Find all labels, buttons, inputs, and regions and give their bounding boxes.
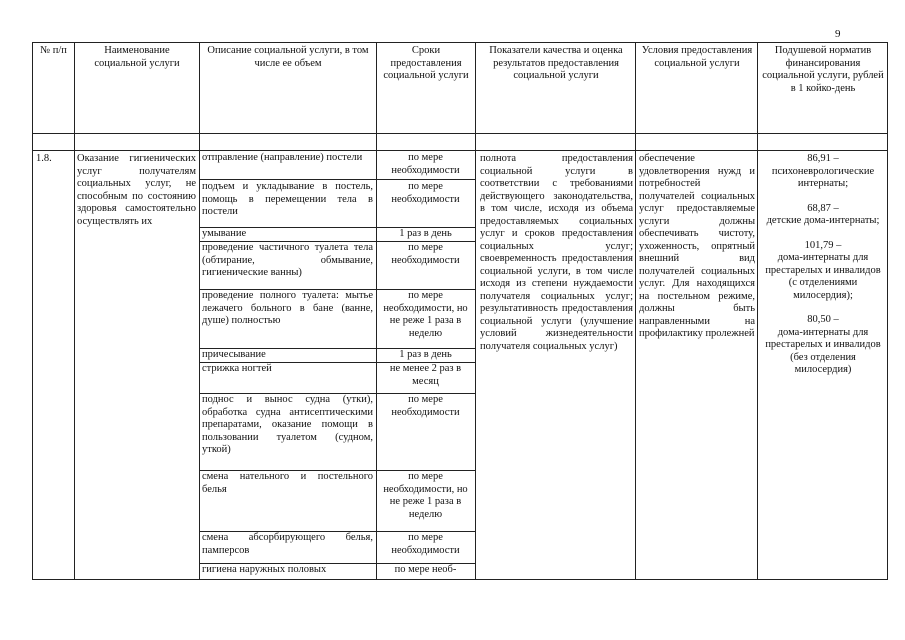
norms-column	[761, 153, 885, 577]
header-norm: Подушевой норматив финансирования социальной услуги, рублей в 1 койко-день	[762, 45, 884, 94]
service-description: стрижка ногтей	[202, 363, 272, 374]
norm-entry	[761, 314, 885, 377]
norm-value: 80,50 –	[807, 314, 839, 325]
norm-institution: дома-интернаты для престарелых и инвалидов (без отделения милосердия)	[765, 326, 881, 375]
service-term: не менее 2 раз в месяц	[389, 363, 462, 387]
header-conditions: Условия предоставления социальной услуги	[641, 45, 753, 69]
norm-institution: детские дома-интернаты;	[766, 215, 880, 226]
header-quality: Показатели качества и оценка результатов предоставления социальной услуги	[489, 45, 623, 81]
norm-entry	[761, 203, 885, 228]
header-num: № п/п	[40, 45, 67, 56]
service-term: по мере необходимости	[391, 242, 460, 266]
service-description: проведение полного туалета: мытье лежачего больного в бане (ванне, душе) полностью	[202, 290, 373, 326]
subrow-separator	[199, 179, 476, 180]
service-term: по мере необходимости	[391, 532, 460, 556]
service-conditions: обеспечение удовлетворения нужд и потребностей получателей социальных услуг предоставляемые услуги должны обеспечивать чистоту, ухоженность, опрятный внешний вид получателей социальных услуг. Для находящихся на постельном режиме, должны быть направленными на профилактику пролежней	[639, 153, 755, 339]
header-separator-2	[32, 150, 888, 151]
header-name: Наименование социальной услуги	[94, 45, 180, 69]
col-line-5	[635, 42, 636, 580]
service-description: отправление (направление) постели	[202, 152, 363, 163]
col-line-0	[32, 42, 33, 580]
service-term: по мере необходимости, но не реже 1 раза в неделю	[383, 471, 468, 520]
norm-entry	[761, 240, 885, 303]
service-term: по мере необходимости	[391, 394, 460, 418]
col-line-6	[757, 42, 758, 580]
service-description: смена нательного и постельного белья	[202, 471, 373, 495]
col-line-1	[74, 42, 75, 580]
service-description: подъем и укладывание в постель, помощь в перемещении тела в постели	[202, 181, 373, 217]
col-line-7	[887, 42, 888, 580]
norm-institution: дома-интернаты для престарелых и инвалидов (с отделениями милосердия);	[765, 252, 881, 301]
table-border-top	[32, 42, 888, 43]
header-description: Описание социальной услуги, в том числе ее объем	[207, 45, 369, 69]
norm-value: 68,87 –	[807, 202, 839, 214]
quality-indicators: полнота предоставления социальной услуги в соответствии с требованиями действующего законодательства, в том числе, исходя из объема предоставляемых социальных услуг и сроков предоставления социальных услуг; своевременность предоставления социальной услуги, в том числе исходя из степени нуждаемости получателя социальных услуг; результативность предоставления социальной услуги (улучшение условий жизнедеятельности получателя социальных услуг)	[480, 153, 633, 352]
service-term: по мере необходимости, но не реже 1 раза в неделю	[383, 290, 468, 339]
services-table	[32, 42, 888, 580]
header-terms: Сроки предоставления социальной услуги	[383, 45, 469, 81]
service-term: 1 раз в день	[399, 228, 452, 239]
service-description: поднос и вынос судна (утки), обработка судна антисептическими препаратами, оказание помощи в пользовании туалетом (судном, уткой)	[202, 394, 373, 455]
service-description: смена абсорбирующего белья, памперсов	[202, 532, 373, 556]
norm-value: 86,91 –	[807, 153, 839, 164]
service-term: по мере необходимости	[391, 152, 460, 176]
service-description: проведение частичного туалета тела (обтирание, обмывание, гигиенические ванны)	[202, 242, 373, 278]
col-line-4	[475, 42, 476, 580]
service-term: 1 раз в день	[399, 349, 452, 360]
table-border-bottom	[32, 579, 888, 580]
service-name: Оказание гигиенических услуг получателям социальных услуг, не способным по состоянию здоровья самостоятельно осуществлять их	[77, 153, 196, 227]
norm-value: 101,79 –	[804, 239, 842, 251]
service-description: причесывание	[202, 349, 266, 360]
row-number: 1.8.	[36, 153, 52, 164]
service-description: умывание	[202, 228, 247, 239]
service-description: гигиена наружных половых	[202, 564, 327, 575]
norm-entry	[761, 153, 885, 191]
norm-institution: психоневрологические интернаты;	[771, 165, 875, 189]
service-term: по мере необ-	[394, 564, 457, 575]
page-number: 9	[835, 28, 841, 40]
service-term: по мере необходимости	[391, 181, 460, 205]
header-separator-1	[32, 133, 888, 134]
